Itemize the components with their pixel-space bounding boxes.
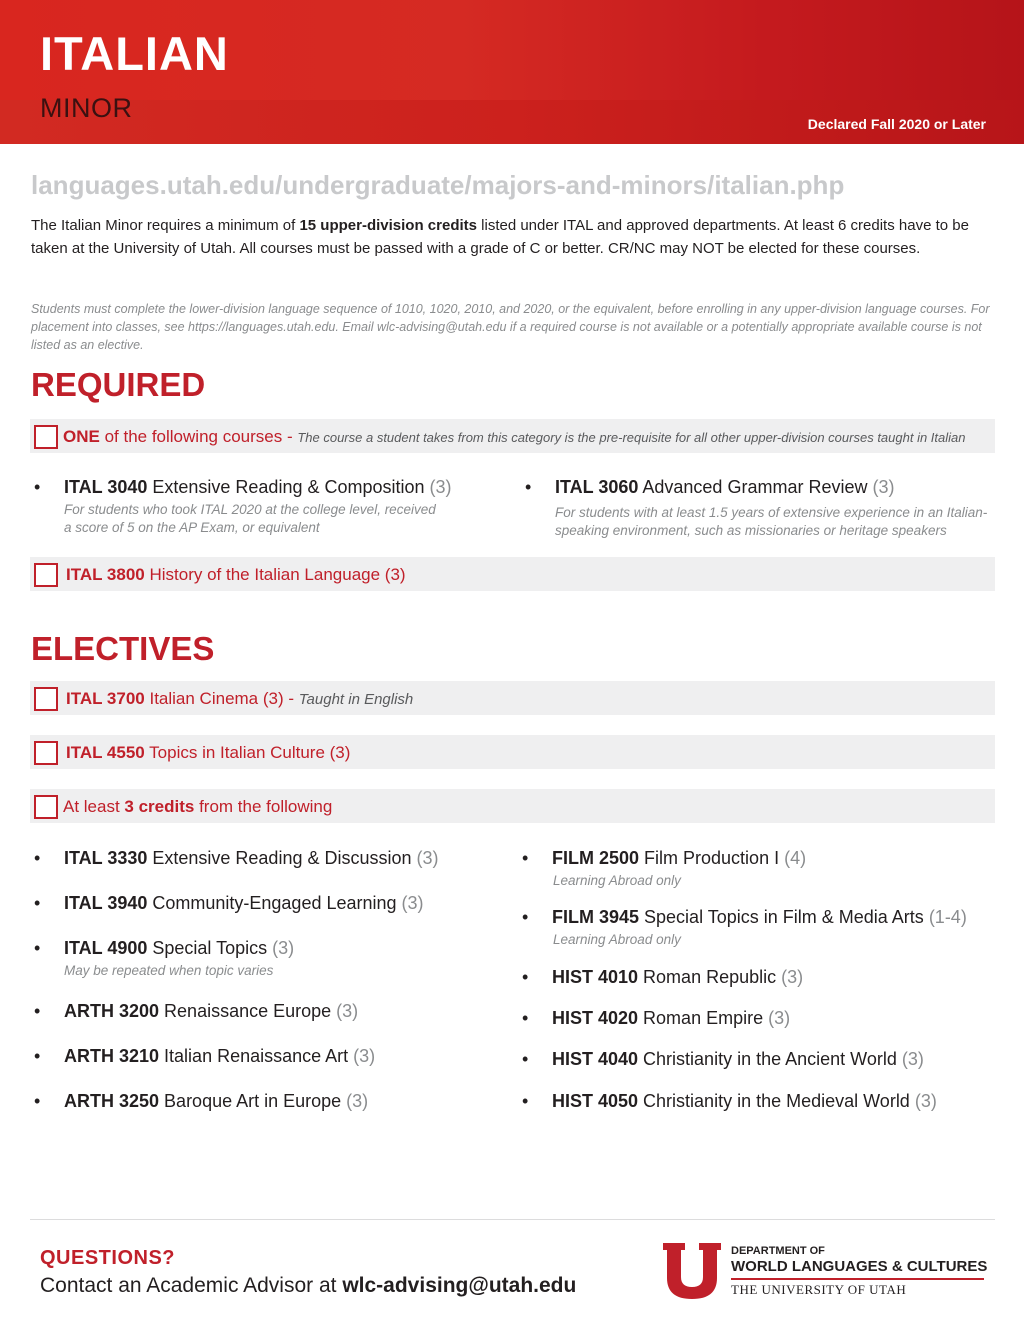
page-title: ITALIAN [40, 27, 229, 80]
course-ital-4900: • ITAL 4900 Special Topics (3) [34, 938, 295, 958]
course-ital-3040: • ITAL 3040 Extensive Reading & Composition (3) [34, 477, 452, 497]
required-history-bar: ITAL 3800 History of the Italian Language (3) [30, 557, 995, 591]
bullet-icon: • [522, 907, 529, 927]
atleast-checkbox[interactable] [34, 795, 58, 819]
dept-label-line2: WORLD LANGUAGES & CULTURES [731, 1258, 988, 1275]
course-hist-4020: • HIST 4020 Roman Empire (3) [522, 1008, 791, 1028]
contact-line: Contact an Academic Advisor at wlc-advising@utah.edu [40, 1274, 577, 1297]
course-arth-3210: • ARTH 3210 Italian Renaissance Art (3) [34, 1046, 376, 1066]
contact-email-link[interactable]: wlc-advising@utah.edu [342, 1274, 577, 1297]
elective-culture-bar: ITAL 4550 Topics in Italian Culture (3) [30, 735, 995, 769]
bullet-icon: • [34, 1001, 41, 1021]
elective-cinema-bar: ITAL 3700 Italian Cinema (3) - Taught in English [30, 681, 995, 715]
course-note: May be repeated when topic varies [64, 963, 274, 978]
bullet-icon: • [522, 1049, 529, 1069]
course-film-3945: • FILM 3945 Special Topics in Film & Media Arts (1-4) [522, 907, 967, 927]
bullet-icon: • [34, 1046, 41, 1066]
bullet-icon: • [525, 477, 532, 497]
bullet-icon: • [522, 1091, 529, 1111]
course-note: Learning Abroad only [553, 873, 681, 888]
header-banner [0, 0, 1024, 144]
bullet-icon: • [34, 477, 41, 497]
bullet-icon: • [522, 848, 529, 868]
course-hist-4010: • HIST 4010 Roman Republic (3) [522, 967, 804, 987]
dept-divider [731, 1278, 984, 1280]
prerequisite-note: Students must complete the lower-division language sequence of 1010, 1020, 2010, and 2020, or the equivalent, before enrolling in any upper-division language courses. For placement into classes, see https://languages.utah.edu. Email wlc-advising@utah.edu if a required course is not available or a potentially appropriate available course is not listed as an elective. [31, 302, 990, 352]
footer-divider [30, 1219, 995, 1220]
history-checkbox[interactable] [34, 563, 58, 587]
course-note: For students who took ITAL 2020 at the college level, received a score of 5 on the AP Exam, or equivalent [64, 502, 436, 535]
required-heading: REQUIRED [31, 366, 206, 403]
course-note: Learning Abroad only [553, 932, 681, 947]
university-u-logo-icon [661, 1241, 723, 1301]
course-ital-3940: • ITAL 3940 Community-Engaged Learning (3) [34, 893, 424, 913]
bullet-icon: • [34, 848, 41, 868]
course-arth-3200: • ARTH 3200 Renaissance Europe (3) [34, 1001, 359, 1021]
elective-atleast-bar: At least 3 credits from the following [30, 789, 995, 823]
bullet-icon: • [34, 938, 41, 958]
bullet-icon: • [522, 1008, 529, 1028]
declared-label: Declared Fall 2020 or Later [807, 116, 986, 132]
course-ital-3060: • ITAL 3060 Advanced Grammar Review (3) [525, 477, 895, 497]
course-arth-3250: • ARTH 3250 Baroque Art in Europe (3) [34, 1091, 369, 1111]
dept-label-line1: DEPARTMENT OF [731, 1245, 825, 1257]
bullet-icon: • [522, 967, 529, 987]
bullet-icon: • [34, 1091, 41, 1111]
culture-checkbox[interactable] [34, 741, 58, 765]
course-ital-3330: • ITAL 3330 Extensive Reading & Discussion (3) [34, 848, 439, 868]
bullet-icon: • [34, 893, 41, 913]
course-hist-4040: • HIST 4040 Christianity in the Ancient World (3) [522, 1049, 924, 1069]
dept-label-line3: THE UNIVERSITY OF UTAH [731, 1282, 907, 1297]
electives-heading: ELECTIVES [31, 630, 215, 667]
course-film-2500: • FILM 2500 Film Production I (4) [522, 848, 807, 868]
course-hist-4050: • HIST 4050 Christianity in the Medieval World (3) [522, 1091, 937, 1111]
required-one-of-bar: ONE of the following courses - The course a student takes from this category is the pre-requisite for all other upper-division courses taught in Italian [30, 419, 995, 453]
intro-paragraph: The Italian Minor requires a minimum of 15 upper-division credits listed under ITAL and approved departments. At least 6 credits have to be taken at the University of Utah. All courses must be passed with a grade of C or better. CR/NC may NOT be elected for these courses. [31, 217, 969, 257]
program-url[interactable]: languages.utah.edu/undergraduate/majors-and-minors/italian.php [31, 170, 845, 200]
one-of-checkbox[interactable] [34, 425, 58, 449]
questions-heading: QUESTIONS? [40, 1247, 176, 1269]
cinema-checkbox[interactable] [34, 687, 58, 711]
course-note: For students with at least 1.5 years of extensive experience in an Italian- speaking environment, such as missionaries or heritage speakers [555, 505, 988, 538]
page-subtitle: MINOR [40, 93, 133, 123]
